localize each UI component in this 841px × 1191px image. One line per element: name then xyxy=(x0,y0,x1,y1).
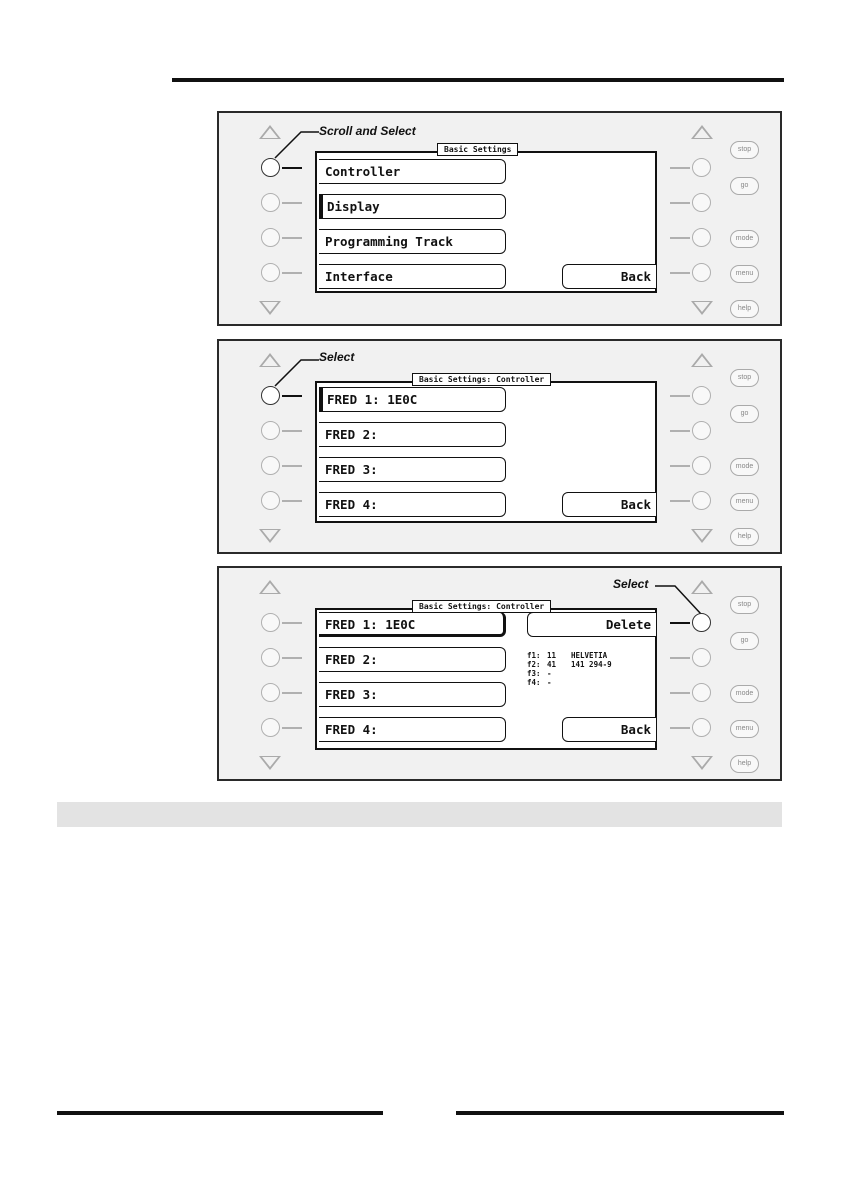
scroll-down-arrow-icon[interactable] xyxy=(259,529,281,543)
section-heading-bar xyxy=(57,802,782,827)
help-key[interactable]: help xyxy=(730,755,759,773)
go-key[interactable]: go xyxy=(730,405,759,423)
menu-item-fred-4[interactable]: FRED 4: xyxy=(319,717,506,742)
info-row: f4: - xyxy=(527,678,552,687)
scroll-up-arrow-right-icon[interactable] xyxy=(691,125,713,139)
softkey-left-3-connector xyxy=(282,465,302,467)
footer-rule-right xyxy=(456,1111,784,1115)
softkey-right-2-connector xyxy=(670,202,690,204)
softkey-right-4[interactable] xyxy=(692,263,711,282)
softkey-left-4[interactable] xyxy=(261,718,280,737)
scroll-down-arrow-icon[interactable] xyxy=(259,756,281,770)
menu-item-interface[interactable]: Interface xyxy=(319,264,506,289)
softkey-left-2-connector xyxy=(282,430,302,432)
device-panel-controller xyxy=(217,339,782,554)
scroll-up-arrow-icon[interactable] xyxy=(259,580,281,594)
softkey-right-3-connector xyxy=(670,465,690,467)
softkey-left-4[interactable] xyxy=(261,491,280,510)
menu-item-fred-1[interactable]: FRED 1: 1E0C xyxy=(319,612,506,637)
menu-item-fred-2[interactable]: FRED 2: xyxy=(319,422,506,447)
mode-key[interactable]: mode xyxy=(730,230,759,248)
menu-item-programming-track[interactable]: Programming Track xyxy=(319,229,506,254)
screen-title: Basic Settings xyxy=(437,143,518,156)
softkey-left-1-connector xyxy=(282,395,302,397)
softkey-right-3[interactable] xyxy=(692,456,711,475)
softkey-right-3-connector xyxy=(670,237,690,239)
softkey-right-4[interactable] xyxy=(692,491,711,510)
help-key[interactable]: help xyxy=(730,528,759,546)
callout-label: Select xyxy=(613,577,649,591)
mode-key[interactable]: mode xyxy=(730,685,759,703)
screen-title: Basic Settings: Controller xyxy=(412,373,551,386)
softkey-right-1-connector xyxy=(670,622,690,624)
softkey-right-1[interactable] xyxy=(692,158,711,177)
softkey-left-4[interactable] xyxy=(261,263,280,282)
softkey-right-1[interactable] xyxy=(692,386,711,405)
menu-item-fred-2[interactable]: FRED 2: xyxy=(319,647,506,672)
softkey-right-4-connector xyxy=(670,727,690,729)
softkey-left-3[interactable] xyxy=(261,683,280,702)
softkey-left-4-connector xyxy=(282,500,302,502)
softkey-right-3[interactable] xyxy=(692,228,711,247)
menu-item-controller[interactable]: Controller xyxy=(319,159,506,184)
softkey-right-4-connector xyxy=(670,272,690,274)
lcd-screen xyxy=(315,375,657,523)
callout-leader-line xyxy=(271,358,321,388)
softkey-left-1[interactable] xyxy=(261,613,280,632)
go-key[interactable]: go xyxy=(730,177,759,195)
back-button[interactable]: Back xyxy=(562,492,657,517)
scroll-down-arrow-right-icon[interactable] xyxy=(691,301,713,315)
info-row: f1: 11 HELVETIA xyxy=(527,651,608,660)
menu-item-display[interactable]: Display xyxy=(319,194,506,219)
softkey-left-2-connector xyxy=(282,202,302,204)
softkey-right-1-connector xyxy=(670,167,690,169)
callout-label: Scroll and Select xyxy=(319,124,416,138)
scroll-up-arrow-right-icon[interactable] xyxy=(691,353,713,367)
softkey-right-1[interactable] xyxy=(692,613,711,632)
softkey-left-3-connector xyxy=(282,237,302,239)
info-row: f3: - xyxy=(527,669,552,678)
menu-item-fred-3[interactable]: FRED 3: xyxy=(319,682,506,707)
softkey-left-4-connector xyxy=(282,727,302,729)
softkey-left-3[interactable] xyxy=(261,456,280,475)
softkey-right-2-connector xyxy=(670,430,690,432)
softkey-left-2[interactable] xyxy=(261,648,280,667)
menu-key[interactable]: menu xyxy=(730,265,759,283)
menu-key[interactable]: menu xyxy=(730,720,759,738)
lcd-screen xyxy=(315,145,657,293)
lcd-screen xyxy=(315,602,657,750)
menu-key[interactable]: menu xyxy=(730,493,759,511)
softkey-right-4-connector xyxy=(670,500,690,502)
menu-item-fred-4[interactable]: FRED 4: xyxy=(319,492,506,517)
softkey-left-3-connector xyxy=(282,692,302,694)
back-button[interactable]: Back xyxy=(562,264,657,289)
scroll-down-arrow-right-icon[interactable] xyxy=(691,529,713,543)
menu-item-fred-3[interactable]: FRED 3: xyxy=(319,457,506,482)
mode-key[interactable]: mode xyxy=(730,458,759,476)
softkey-right-2-connector xyxy=(670,657,690,659)
callout-leader-line xyxy=(271,130,321,160)
header-rule xyxy=(172,78,784,82)
menu-item-fred-1[interactable]: FRED 1: 1E0C xyxy=(319,387,506,412)
scroll-down-arrow-icon[interactable] xyxy=(259,301,281,315)
softkey-left-1-connector xyxy=(282,167,302,169)
softkey-right-4[interactable] xyxy=(692,718,711,737)
softkey-right-2[interactable] xyxy=(692,193,711,212)
help-key[interactable]: help xyxy=(730,300,759,318)
softkey-right-1-connector xyxy=(670,395,690,397)
back-button[interactable]: Back xyxy=(562,717,657,742)
device-panel-basic-settings xyxy=(217,111,782,326)
softkey-left-1[interactable] xyxy=(261,386,280,405)
softkey-left-1[interactable] xyxy=(261,158,280,177)
softkey-right-3-connector xyxy=(670,692,690,694)
delete-button[interactable]: Delete xyxy=(527,612,657,637)
softkey-right-3[interactable] xyxy=(692,683,711,702)
callout-label: Select xyxy=(319,350,355,364)
footer-rule-left xyxy=(57,1111,383,1115)
go-key[interactable]: go xyxy=(730,632,759,650)
stop-key[interactable]: stop xyxy=(730,596,759,614)
softkey-left-2[interactable] xyxy=(261,193,280,212)
softkey-left-2-connector xyxy=(282,657,302,659)
softkey-left-2[interactable] xyxy=(261,421,280,440)
stop-key[interactable]: stop xyxy=(730,141,759,159)
softkey-right-2[interactable] xyxy=(692,421,711,440)
softkey-left-4-connector xyxy=(282,272,302,274)
scroll-down-arrow-right-icon[interactable] xyxy=(691,756,713,770)
device-panel-controller-detail xyxy=(217,566,782,781)
softkey-right-2[interactable] xyxy=(692,648,711,667)
screen-title: Basic Settings: Controller xyxy=(412,600,551,613)
info-row: f2: 41 141 294-9 xyxy=(527,660,612,669)
stop-key[interactable]: stop xyxy=(730,369,759,387)
function-info-list xyxy=(527,651,612,687)
softkey-left-1-connector xyxy=(282,622,302,624)
softkey-left-3[interactable] xyxy=(261,228,280,247)
